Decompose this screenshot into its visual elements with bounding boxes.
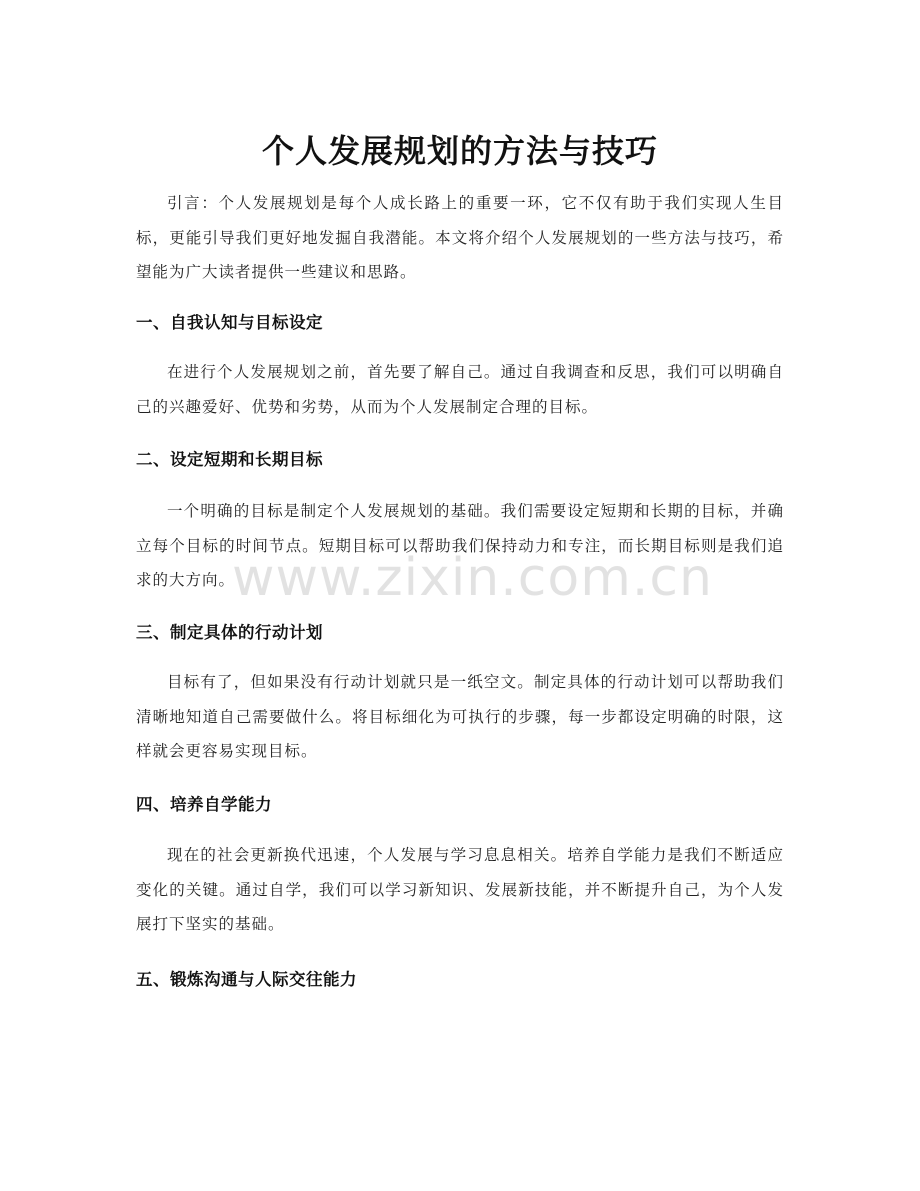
section-heading-4: 四、培养自学能力 bbox=[136, 795, 272, 814]
section-heading-2: 二、设定短期和长期目标 bbox=[136, 450, 323, 469]
watermark: www.zixin.com.cn bbox=[232, 548, 713, 608]
section-body-3: 目标有了，但如果没有行动计划就只是一纸空文。制定具体的行动计划可以帮助我们清晰地知道自己需要做什么。将目标细化为可执行的步骤，每一步都设定明确的时限，这样就会更容易实现目标。 bbox=[136, 673, 784, 760]
document-title: 个人发展规划的方法与技巧 bbox=[261, 132, 658, 171]
section-body-1: 在进行个人发展规划之前，首先要了解自己。通过自我调查和反思，我们可以明确自己的兴趣爱好、优势和劣势，从而为个人发展制定合理的目标。 bbox=[136, 363, 784, 416]
section-heading-5: 五、锻炼沟通与人际交往能力 bbox=[136, 970, 357, 989]
section-heading-3: 三、制定具体的行动计划 bbox=[136, 623, 323, 642]
section-body-4: 现在的社会更新换代迅速，个人发展与学习息息相关。培养自学能力是我们不断适应变化的关键。通过自学，我们可以学习新知识、发展新技能，并不断提升自己，为个人发展打下坚实的基础。 bbox=[136, 846, 784, 933]
section-body-2: 一个明确的目标是制定个人发展规划的基础。我们需要设定短期和长期的目标，并确立每个目标的时间节点。短期目标可以帮助我们保持动力和专注，而长期目标则是我们追求的大方向。 bbox=[136, 502, 784, 589]
intro-paragraph: 引言：个人发展规划是每个人成长路上的重要一环，它不仅有助于我们实现人生目标，更能引导我们更好地发掘自我潜能。本文将介绍个人发展规划的一些方法与技巧，希望能为广大读者提供一些建议和思路。 bbox=[136, 194, 784, 281]
section-heading-1: 一、自我认知与目标设定 bbox=[136, 313, 323, 332]
